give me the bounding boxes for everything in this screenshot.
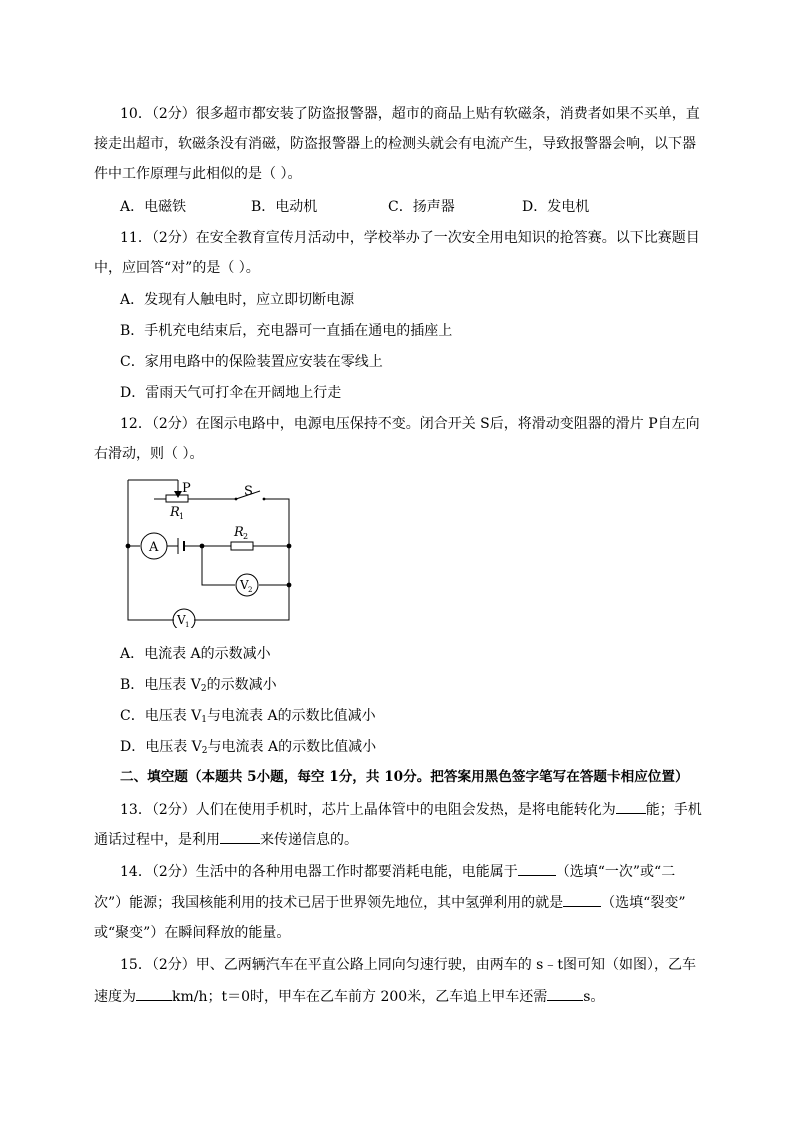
q10-options [120,196,660,216]
q12-line-1: 12．（2分）在图示电路中，电源电压保持不变。闭合开关 S后，将滑动变阻器的滑片 P自左向 [120,416,700,432]
q11-line-2: 中，应回答“对”的是（ ）。 [94,260,260,276]
q14-line-1: 14．（2分）生活中的各种用电器工作时都要消耗电能，电能属于 （选填“一次”或“二 [120,861,675,882]
section-2-title: 二、填空题（本题共 5小题，每空 1分，共 10分。把答案用黑色签字笔写在答题卡相应位置） [120,769,689,785]
q12-option-a: A．电流表 A的示数减小 [120,646,271,662]
wire-outer-right [194,502,289,620]
q14-line-2: 次”）能源；我国核能利用的技术已居于世界领先地位，其中氢弹利用的就是 （选填“裂变” [94,892,685,913]
q10-option-d: D．发电机 [522,199,590,215]
q12-option-d: D．电压表 $V_2$与电流表 A的示数比值减小 [120,739,377,756]
label-p: P [182,481,191,496]
q15-line-1: 15．（2分）甲、乙两辆汽车在平直公路上同向匀速行驶，由两车的 s﹣t图可知（如图），乙车 [120,957,696,973]
q13-blank-1 [616,799,646,814]
q10-option-b: B．电动机 [251,199,318,215]
label-v2-sub: 2 [248,586,253,594]
q11-option-a: A．发现有人触电时，应立即切断电源 [120,292,355,308]
q10-line-1: 10．（2分）很多超市都安装了防盗报警器，超市的商品上贴有软磁条，消费者如果不买单，直 [120,106,700,122]
q11-line-1: 11．（2分）在安全教育宣传月活动中，学校举办了一次安全用电知识的抢答赛。以下比赛题目 [120,230,700,246]
q15-blank-1 [136,986,172,1001]
label-r2: R [234,525,244,540]
q12-option-b: B．电压表 $V_2$的示数减小 [120,677,277,694]
q13-blank-2 [220,829,260,844]
q14-blank-2 [563,892,601,907]
q12-option-c: C．电压表 $V_1$与电流表 A的示数比值减小 [120,708,376,725]
label-v2: V [240,578,249,592]
q11-option-b: B．手机充电结束后，充电器可一直插在通电的插座上 [120,323,453,339]
q10-line-2: 接走出超市，软磁条没有消磁，防盗报警器上的检测头就会有电流产生，导致报警器会响，以下器 [94,136,696,152]
q12-line-2: 右滑动，则（ ）。 [94,446,204,462]
q10-option-a: A．电磁铁 [120,199,187,215]
q14-line-3: 或“聚变”）在瞬间释放的能量。 [94,925,291,941]
label-r1-sub: 1 [179,512,185,521]
wire-switch-right [264,499,289,502]
label-s: S [244,484,253,499]
q15-line-2: 速度为 km/h；t＝0时，甲车在乙车前方 200米，乙车追上甲车还需 s。 [94,986,604,1007]
q10-option-c: C．扬声器 [388,199,455,215]
q11-option-d: D．雷雨天气可打伞在开阔地上行走 [120,385,342,401]
q15-blank-2 [547,986,583,1001]
q10-line-3: 件中工作原理与此相似的是（ ）。 [94,166,302,182]
q14-blank-1 [518,861,556,876]
q13-line-1: 13．（2分）人们在使用手机时，芯片上晶体管中的电阻会发热，是将电能转化为 能；手机 [120,799,702,820]
label-r1: R [170,505,180,520]
circuit-diagram [118,472,308,628]
label-ammeter: A [149,540,159,555]
resistor-r2 [231,542,253,550]
label-v1: V [177,613,186,627]
q13-line-2: 通话过程中，是利用 来传递信息的。 [94,829,358,850]
q11-option-c: C．家用电路中的保险装置应安装在零线上 [120,354,383,370]
label-r2-sub: 2 [243,532,249,541]
label-v1-sub: 1 [185,621,190,628]
